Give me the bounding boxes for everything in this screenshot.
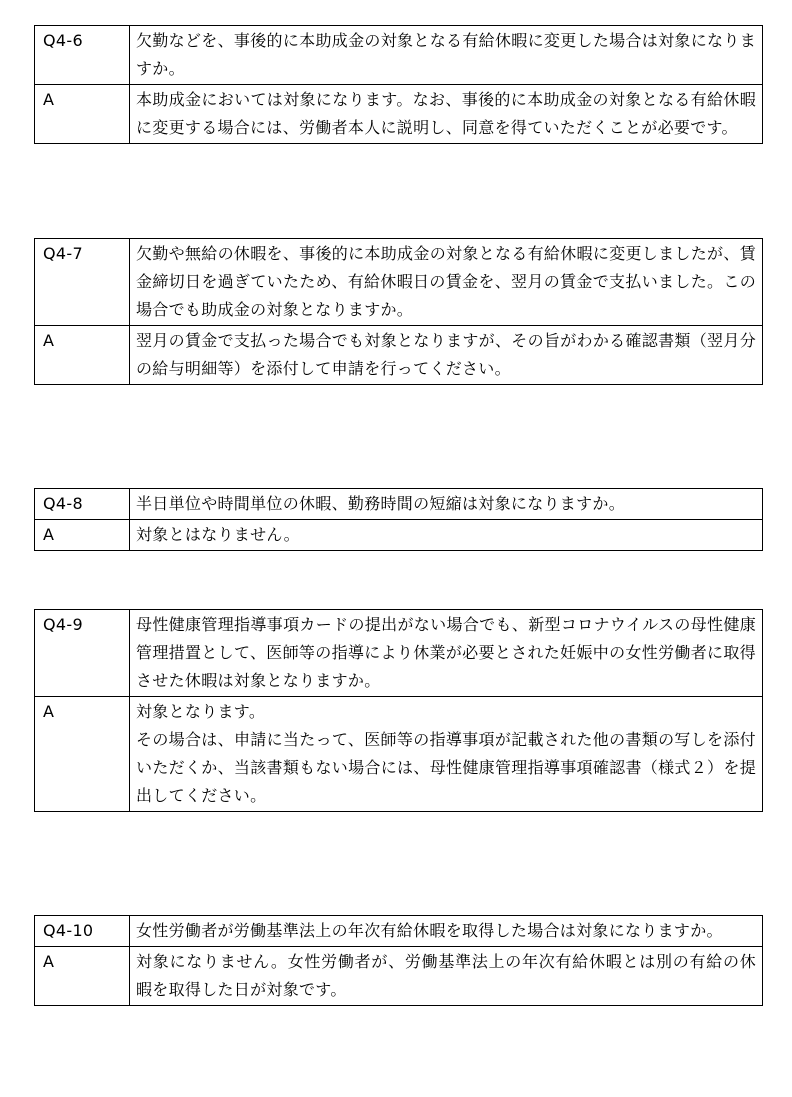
answer-label: A xyxy=(35,85,130,144)
answer-row xyxy=(35,326,763,385)
question-id: Q4-9 xyxy=(35,610,130,697)
qa-table-q4-7 xyxy=(34,238,763,385)
question-row xyxy=(35,489,763,520)
answer-text: 翌月の賃金で支払った場合でも対象となりますが、その旨がわかる確認書類（翌月分の給与明細等）を添付して申請を行ってください。 xyxy=(130,326,763,385)
answer-row xyxy=(35,947,763,1006)
question-id: Q4-10 xyxy=(35,916,130,947)
answer-label: A xyxy=(35,326,130,385)
answer-row xyxy=(35,697,763,812)
question-id: Q4-8 xyxy=(35,489,130,520)
answer-row xyxy=(35,520,763,551)
answer-text-line: その場合は、申請に当たって、医師等の指導事項が記載された他の書類の写しを添付いただくか、当該書類もない場合には、母性健康管理指導事項確認書（様式２）を提出してください。 xyxy=(136,730,756,805)
answer-text: 対象になりません。女性労働者が、労働基準法上の年次有給休暇とは別の有給の休暇を取得した日が対象です。 xyxy=(130,947,763,1006)
qa-table-q4-9 xyxy=(34,609,763,812)
question-text: 欠勤や無給の休暇を、事後的に本助成金の対象となる有給休暇に変更しましたが、賃金締切日を過ぎていたため、有給休暇日の賃金を、翌月の賃金で支払いました。この場合でも助成金の対象となりますか。 xyxy=(130,239,763,326)
answer-text: 対象とはなりません。 xyxy=(130,520,763,551)
question-id: Q4-6 xyxy=(35,26,130,85)
qa-table-q4-6 xyxy=(34,25,763,144)
question-row xyxy=(35,610,763,697)
question-row xyxy=(35,26,763,85)
qa-table-q4-10 xyxy=(34,915,763,1006)
qa-table-q4-8 xyxy=(34,488,763,551)
answer-label: A xyxy=(35,520,130,551)
question-text: 母性健康管理指導事項カードの提出がない場合でも、新型コロナウイルスの母性健康管理措置として、医師等の指導により休業が必要とされた妊娠中の女性労働者に取得させた休暇は対象となりますか。 xyxy=(130,610,763,697)
answer-text xyxy=(130,697,763,812)
question-row xyxy=(35,916,763,947)
answer-text-line: 対象となります。 xyxy=(136,702,266,721)
answer-text: 本助成金においては対象になります。なお、事後的に本助成金の対象となる有給休暇に変更する場合には、労働者本人に説明し、同意を得ていただくことが必要です。 xyxy=(130,85,763,144)
question-row xyxy=(35,239,763,326)
answer-label: A xyxy=(35,697,130,812)
question-text: 半日単位や時間単位の休暇、勤務時間の短縮は対象になりますか。 xyxy=(130,489,763,520)
question-id: Q4-7 xyxy=(35,239,130,326)
answer-label: A xyxy=(35,947,130,1006)
question-text: 女性労働者が労働基準法上の年次有給休暇を取得した場合は対象になりますか。 xyxy=(130,916,763,947)
question-text: 欠勤などを、事後的に本助成金の対象となる有給休暇に変更した場合は対象になりますか。 xyxy=(130,26,763,85)
answer-row xyxy=(35,85,763,144)
